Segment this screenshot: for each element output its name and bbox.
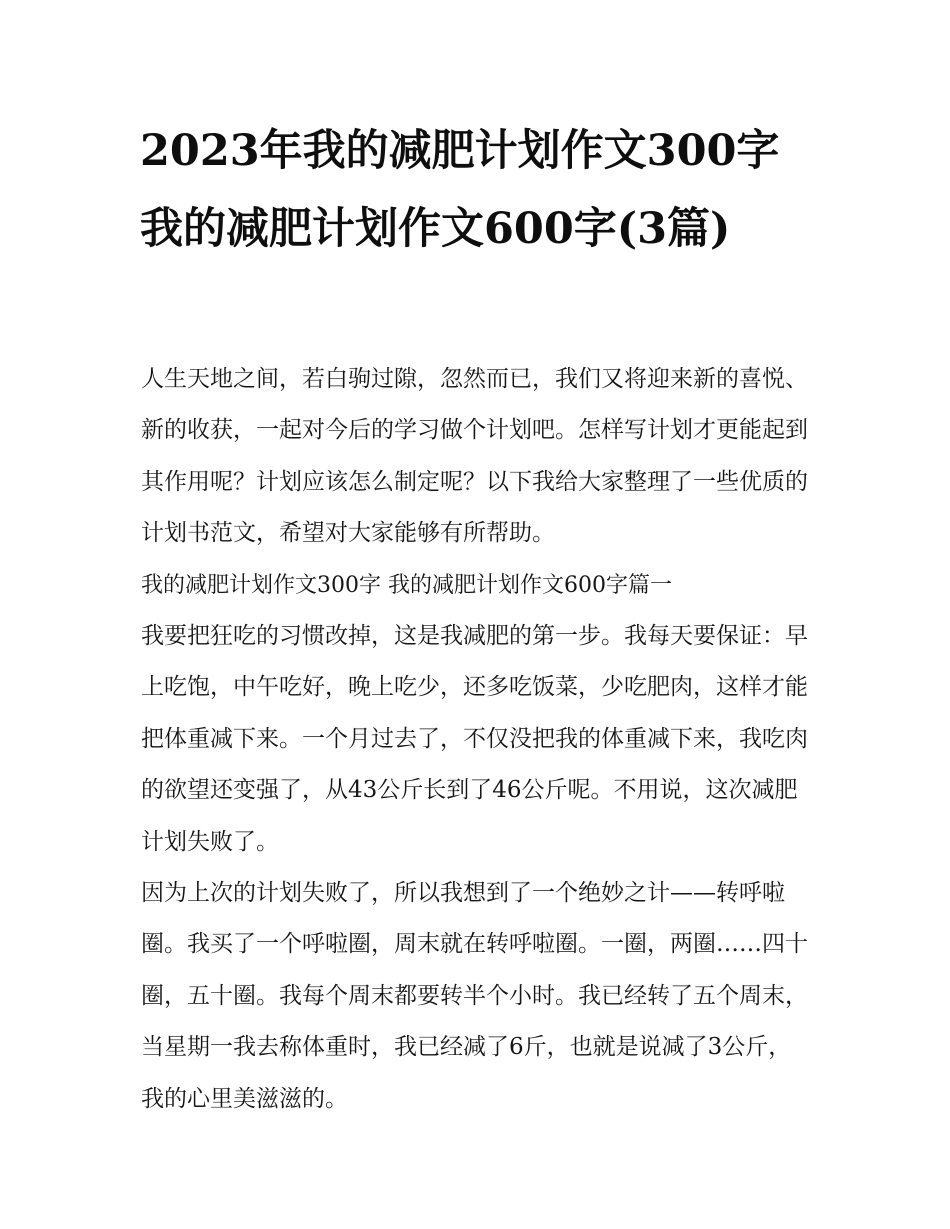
document-body xyxy=(141,354,813,1125)
intro-paragraph: 人生天地之间，若白驹过隙，忽然而已，我们又将迎来新的喜悦、新的收获，一起对今后的学习做个计划吧。怎样写计划才更能起到其作用呢？计划应该怎么制定呢？以下我给大家整理了一些优质的计划书范文，希望对大家能够有所帮助。 xyxy=(141,366,808,547)
body-paragraph: 因为上次的计划失败了，所以我想到了一个绝妙之计——转呼啦圈。我买了一个呼啦圈，周末就在转呼啦圈。一圈，两圈……四十圈，五十圈。我每个周末都要转半个小时。我已经转了五个周末，当星期一我去称体重时，我已经减了6斤，也就是说减了3公斤，我的心里美滋滋的。 xyxy=(141,880,808,1112)
section-heading: 我的减肥计划作文300字 我的减肥计划作文600字篇一 xyxy=(141,572,672,598)
body-paragraph: 我要把狂吃的习惯改掉，这是我减肥的第一步。我每天要保证：早上吃饱，中午吃好，晚上吃少，还多吃饭菜，少吃肥肉，这样才能把体重减下来。一个月过去了，不仅没把我的体重减下来，我吃肉的欲望还变强了，从43公斤长到了46公斤呢。不用说，这次减肥计划失败了。 xyxy=(141,623,808,855)
document-title: 2023年我的减肥计划作文300字 我的减肥计划作文600字(3篇) xyxy=(140,126,780,254)
